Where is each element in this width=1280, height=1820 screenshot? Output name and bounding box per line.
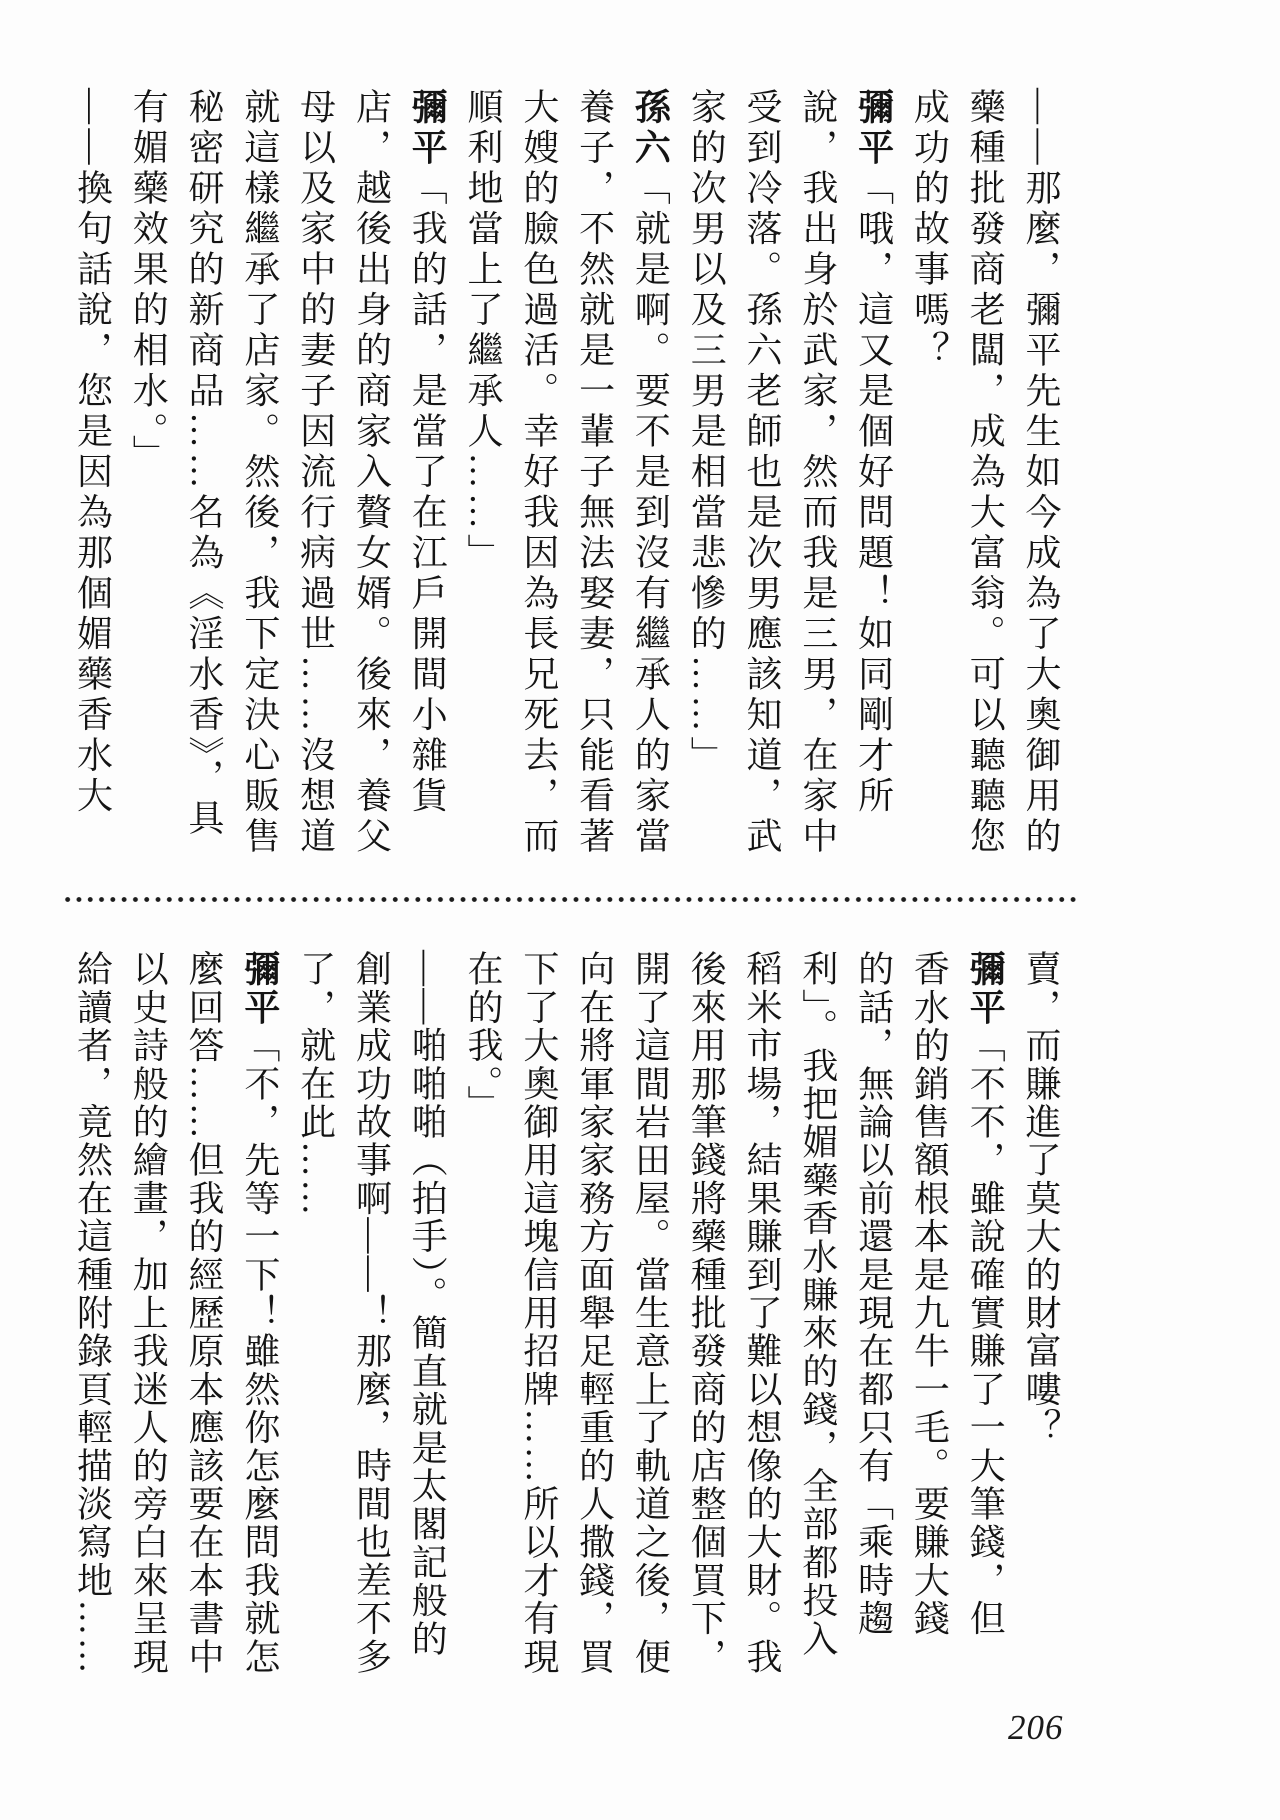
text-column — [343, 950, 399, 1720]
text-column — [231, 88, 287, 888]
text-column — [398, 88, 454, 888]
column-text: 後來用那筆錢將藥種批發商的店整個買下， — [686, 950, 727, 1676]
column-text: 大嫂的臉色過活。幸好我因為長兄死去，而 — [518, 88, 559, 858]
text-column — [845, 88, 901, 888]
text-column — [454, 88, 510, 888]
column-text: 創業成功故事啊——！那麼，時間也差不多 — [351, 950, 392, 1676]
column-text: 給讀者，竟然在這種附錄頁輕描淡寫地…… — [72, 950, 113, 1676]
column-text: 在的我。」 — [463, 950, 504, 1123]
column-text: 母以及家中的妻子因流行病過世……沒想道 — [295, 88, 336, 858]
column-text: 「就是啊。要不是到沒有繼承人的家當 — [630, 169, 671, 858]
speaker-name: 彌平 — [965, 950, 1006, 1027]
page-number: 206 — [1008, 1708, 1064, 1747]
column-text: 以史詩般的繪畫，加上我迷人的旁白來呈現 — [128, 950, 169, 1676]
column-text: 養子，不然就是一輩子無法娶妻，只能看著 — [574, 88, 615, 858]
column-text: 開了這間岩田屋。當生意上了軌道之後，便 — [630, 950, 671, 1676]
text-column — [789, 950, 845, 1720]
text-column — [510, 950, 566, 1720]
column-text: 順利地當上了繼承人……」 — [463, 88, 504, 574]
text-column — [733, 88, 789, 888]
text-column — [510, 88, 566, 888]
speaker-name: 彌平 — [853, 88, 894, 169]
text-column — [119, 950, 175, 1720]
column-text: ——啪啪啪（拍手）。簡直就是太閣記般的 — [407, 950, 448, 1658]
column-text: 稻米市場，結果賺到了難以想像的大財。我 — [742, 950, 783, 1676]
text-column — [901, 88, 957, 888]
column-text: 有媚藥效果的相水。」 — [128, 88, 169, 475]
speaker-name: 孫六 — [630, 88, 671, 169]
column-text: 「哦，這又是個好問題！如同剛才所 — [853, 169, 894, 817]
column-text: 「不，先等一下！雖然你怎麼問我就怎 — [239, 1026, 280, 1676]
column-text: 香水的銷售額根本是九牛一毛。要賺大錢 — [909, 950, 950, 1638]
bottom-text-section — [62, 950, 1068, 1720]
column-text: 了，就在此…… — [295, 950, 336, 1218]
text-column — [64, 950, 120, 1720]
text-column — [901, 950, 957, 1720]
text-column — [956, 950, 1012, 1720]
text-column — [287, 950, 343, 1720]
text-column — [175, 88, 231, 888]
column-text: 秘密研究的新商品……名為《淫水香》，具 — [184, 88, 225, 840]
column-text: 麼回答……但我的經歷原本應該要在本書中 — [184, 950, 225, 1676]
text-column — [175, 950, 231, 1720]
column-text: 說，我出身於武家，然而我是三男，在家中 — [797, 88, 838, 858]
dotted-separator — [62, 896, 1078, 903]
speaker-name: 彌平 — [407, 88, 448, 169]
text-column — [845, 950, 901, 1720]
top-text-section — [62, 88, 1068, 888]
text-column — [622, 88, 678, 888]
column-text: 下了大奧御用這塊信用招牌……所以才有現 — [518, 950, 559, 1676]
text-column — [454, 950, 510, 1720]
text-column — [1012, 950, 1068, 1720]
column-text: 藥種批發商老闆，成為大富翁。可以聽聽您 — [965, 88, 1006, 858]
text-column — [566, 88, 622, 888]
column-text: 的話，無論以前還是現在都只有「乘時趨 — [853, 950, 894, 1638]
text-column — [64, 88, 120, 888]
speaker-name: 彌平 — [239, 950, 280, 1027]
column-text: 賣，而賺進了莫大的財富嘍？ — [1021, 950, 1061, 1447]
text-column — [343, 88, 399, 888]
column-text: 向在將軍家家務方面舉足輕重的人撒錢，買 — [574, 950, 615, 1676]
column-text: ——那麼，彌平先生如今成為了大奧御用的 — [1021, 88, 1061, 858]
text-column — [677, 950, 733, 1720]
text-column — [677, 88, 733, 888]
text-column — [231, 950, 287, 1720]
column-text: ——換句話說，您是因為那個媚藥香水大 — [72, 88, 113, 817]
text-column — [287, 88, 343, 888]
column-text: 「不不，雖說確實賺了一大筆錢，但 — [965, 1026, 1006, 1638]
column-text: 利」。我把媚藥香水賺來的錢，全部都投入 — [797, 950, 838, 1658]
column-text: 成功的故事嗎？ — [909, 88, 950, 372]
column-text: 受到冷落。孫六老師也是次男應該知道，武 — [742, 88, 783, 858]
text-column — [789, 88, 845, 888]
column-text: 家的次男以及三男是相當悲慘的……」 — [686, 88, 727, 777]
text-column — [733, 950, 789, 1720]
text-column — [566, 950, 622, 1720]
text-column — [398, 950, 454, 1720]
column-text: 店，越後出身的商家入贅女婿。後來，養父 — [351, 88, 392, 858]
text-column — [119, 88, 175, 888]
text-column — [956, 88, 1012, 888]
column-text: 「我的話，是當了在江戶開間小雜貨 — [407, 169, 448, 817]
text-column — [622, 950, 678, 1720]
column-text: 就這樣繼承了店家。然後，我下定決心販售 — [239, 88, 280, 858]
text-column — [1012, 88, 1068, 888]
